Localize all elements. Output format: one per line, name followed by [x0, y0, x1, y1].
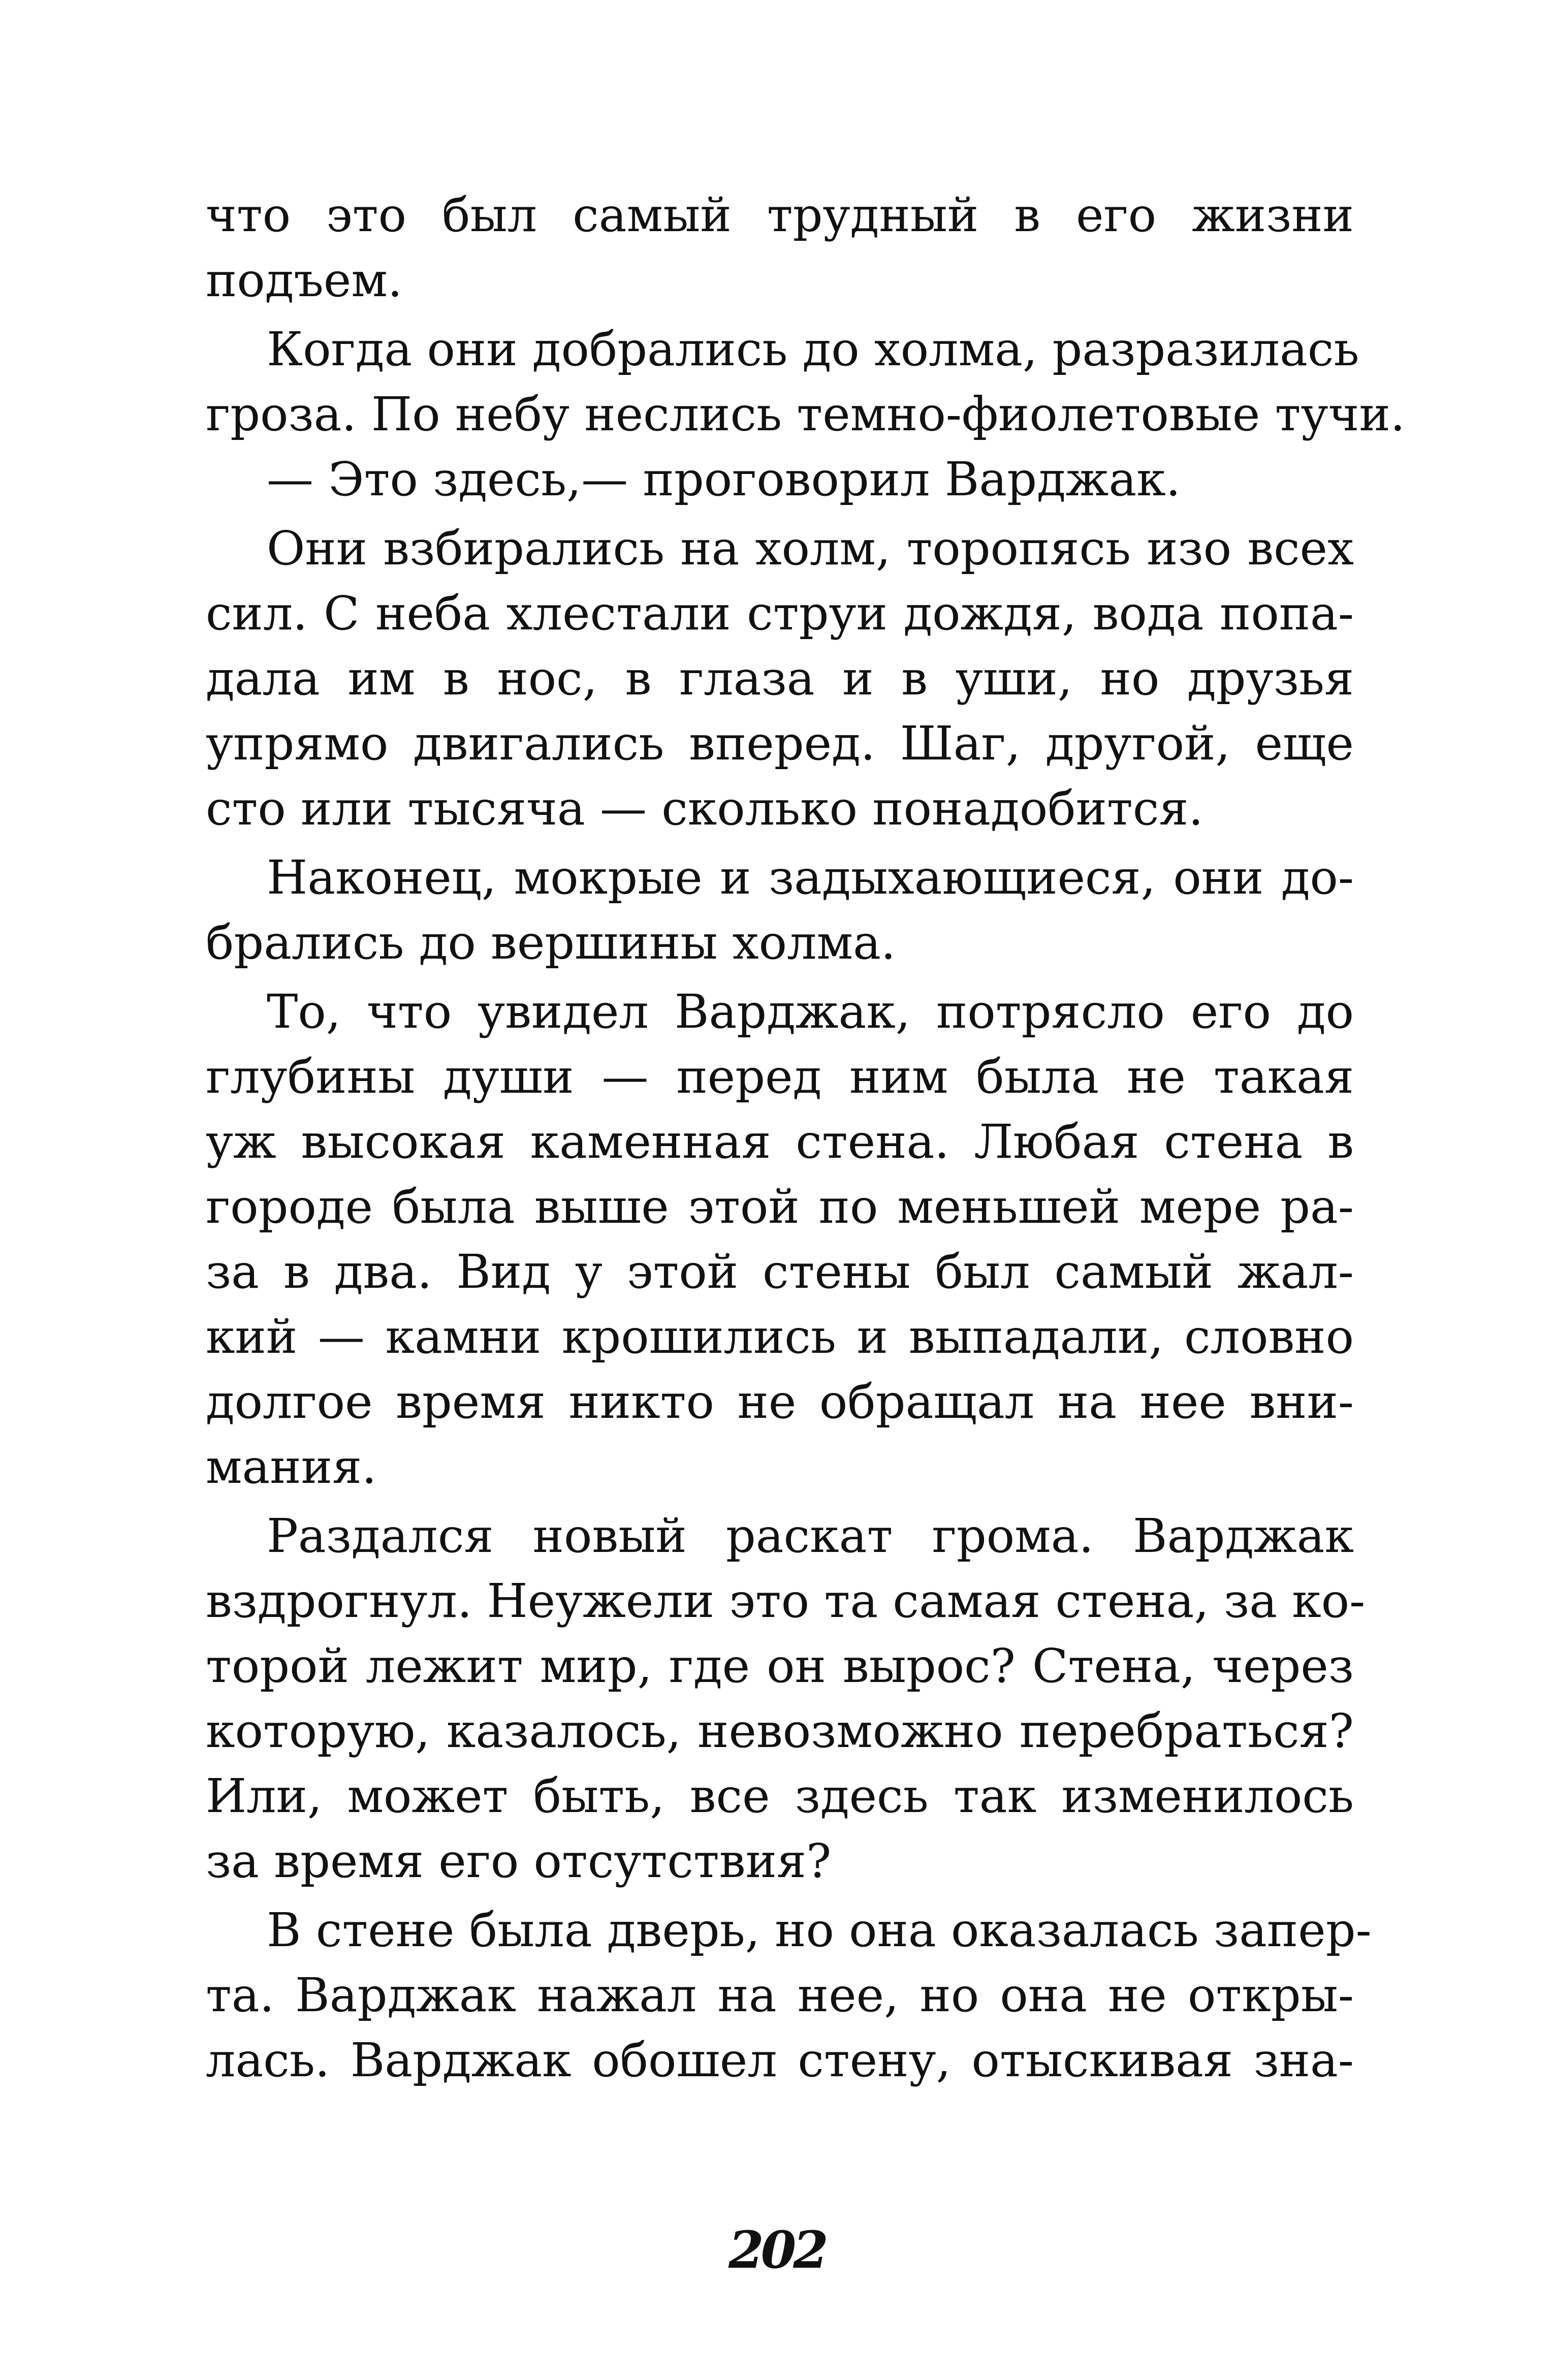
- text-line: за в два. Вид у этой стены был самый жал-: [206, 1245, 1354, 1299]
- text-line: которую, казалось, невозможно перебраться?: [206, 1704, 1354, 1758]
- text-line: что это был самый трудный в его жизни: [206, 188, 1354, 242]
- text-line: городе была выше этой по меньшей мере ра-: [206, 1180, 1354, 1234]
- text-line: Наконец, мокрые и задыхающиеся, они до-: [267, 850, 1354, 905]
- text-line: вздрогнул. Неужели это та самая стена, за ко-: [206, 1574, 1366, 1628]
- text-line: упрямо двигались вперед. Шаг, другой, еще: [206, 716, 1354, 771]
- text-line: подъем.: [206, 253, 403, 307]
- text-line: — Это здесь,— проговорил Варджак.: [267, 452, 1181, 506]
- text-line: долгое время никто не обращал на нее вни-: [206, 1375, 1354, 1429]
- text-line: за время его отсутствия?: [206, 1834, 832, 1888]
- page-number: 202: [728, 2220, 826, 2280]
- text-line: В стене была дверь, но она оказалась запер-: [267, 1903, 1372, 1957]
- text-line: То, что увидел Варджак, потрясло его до: [267, 985, 1354, 1039]
- text-line: Они взбирались на холм, торопясь изо всех: [267, 521, 1354, 576]
- text-line: мания.: [206, 1440, 377, 1494]
- text-line: сто или тысяча — сколько понадобится.: [206, 781, 1203, 836]
- text-line: брались до вершины холма.: [206, 915, 896, 970]
- text-line: торой лежит мир, где он вырос? Стена, через: [206, 1639, 1354, 1693]
- text-line: сил. С неба хлестали струи дождя, вода попа-: [206, 586, 1354, 641]
- text-line: уж высокая каменная стена. Любая стена в: [206, 1115, 1354, 1169]
- text-line: глубины души — перед ним была не такая: [206, 1050, 1354, 1104]
- text-line: дала им в нос, в глаза и в уши, но друзья: [206, 651, 1354, 706]
- body-text: [206, 183, 1406, 2093]
- text-line: Или, может быть, все здесь так изменилось: [206, 1769, 1354, 1823]
- text-line: кий — камни крошились и выпадали, словно: [206, 1310, 1354, 1364]
- text-line: Когда они добрались до холма, разразилась: [267, 322, 1359, 376]
- text-line: та. Варджак нажал на нее, но она не откры-: [206, 1968, 1354, 2022]
- text-line: лась. Варджак обошел стену, отыскивая зна-: [206, 2033, 1354, 2087]
- text-line: гроза. По небу неслись темно-фиолетовые тучи.: [206, 387, 1406, 441]
- text-line: Раздался новый раскат грома. Варджак: [267, 1509, 1354, 1563]
